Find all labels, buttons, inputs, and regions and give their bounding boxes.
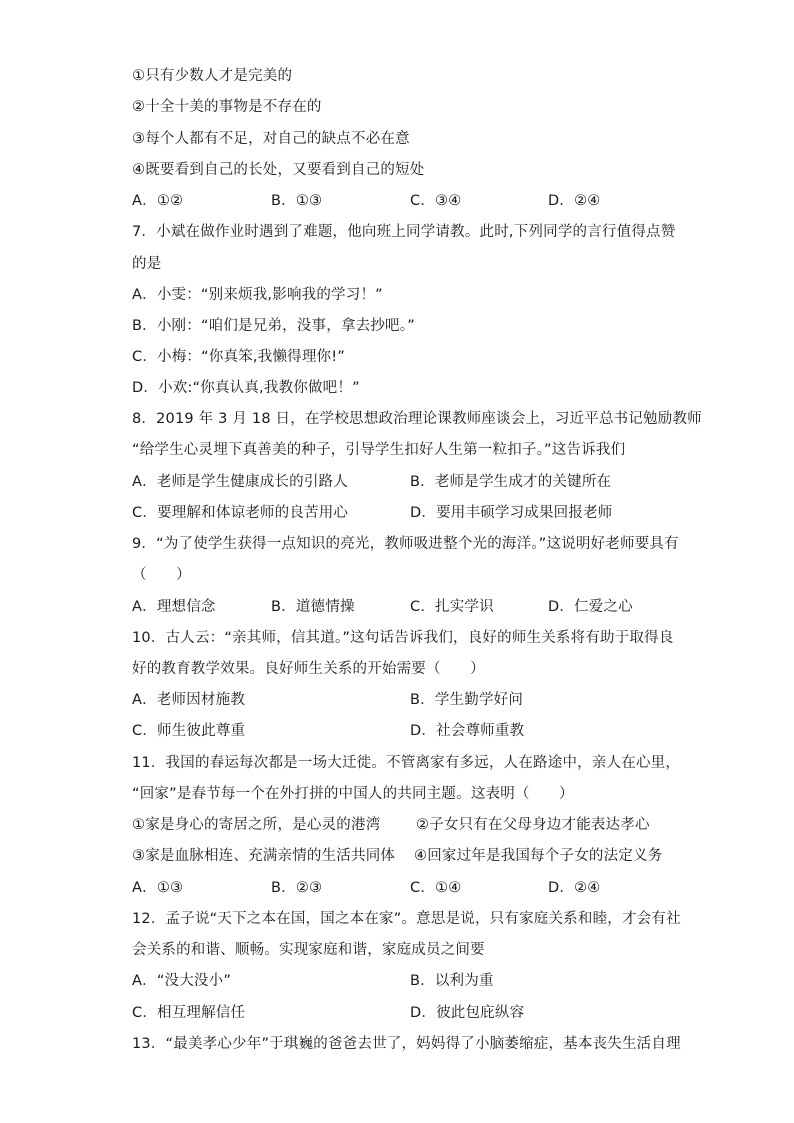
q9-option-a: A．理想信念	[132, 599, 216, 615]
q9-stem-line-2: （ ）	[132, 567, 191, 583]
q6-option-c: C．③④	[410, 193, 462, 209]
q6-option-b: B．①③	[271, 193, 323, 209]
q6-option-a: A．①②	[132, 193, 184, 209]
q11-stem-line-1: 11．我国的春运每次都是一场大迁徙。不管离家有多远，人在路途中，亲人在心里，	[132, 755, 681, 771]
q12-option-b: B．以利为重	[410, 973, 494, 989]
q7-stem-line-1: 7．小斌在做作业时遇到了难题，他向班上同学请教。此时,下列同学的言行值得点赞	[132, 224, 676, 240]
q11-item-3: ③家是血脉相连、充满亲情的生活共同体	[132, 848, 396, 864]
q8-stem-line-2: “给学生心灵埋下真善美的种子，引导学生扣好人生第一粒扣子。”这告诉我们	[132, 442, 626, 458]
q8-option-c: C．要理解和体谅老师的良苦用心	[132, 505, 349, 521]
q11-option-a: A．①③	[132, 880, 184, 896]
q11-option-c: C．①④	[410, 880, 462, 896]
q10-stem-line-1: 10．古人云：“亲其师，信其道。”这句话告诉我们，良好的师生关系将有助于取得良	[132, 630, 674, 646]
q8-option-d: D．要用丰硕学习成果回报老师	[410, 505, 613, 521]
q11-item-2: ②子女只有在父母身边才能表达孝心	[416, 817, 650, 833]
q7-option-c: C．小梅：“你真笨,我懒得理你!”	[132, 349, 345, 365]
q11-stem-line-2: “回家”是春节每一个在外打拼的中国人的共同主题。这表明（ ）	[132, 786, 574, 802]
q10-stem-line-2: 好的教育教学效果。良好师生关系的开始需要（ ）	[132, 661, 485, 677]
q7-stem-line-2: 的是	[132, 256, 162, 272]
q12-option-c: C．相互理解信任	[132, 1005, 246, 1021]
q12-stem-line-1: 12．孟子说“天下之本在国，国之本在家”。意思是说，只有家庭关系和睦，才会有社	[132, 911, 681, 927]
q7-option-a: A．小雯：“别来烦我,影响我的学习！”	[132, 287, 383, 303]
q9-option-d: D．仁爱之心	[548, 599, 633, 615]
q8-option-b: B．老师是学生成才的关键所在	[410, 474, 612, 490]
q6-item-1: ①只有少数人才是完美的	[132, 68, 293, 84]
q9-option-c: C．扎实学识	[410, 599, 494, 615]
q12-option-a: A．“没大没小”	[132, 973, 232, 989]
q13-stem-line-1: 13．“最美孝心少年”于琪巍的爸爸去世了，妈妈得了小脑萎缩症，基本丧失生活自理	[132, 1036, 681, 1052]
q7-option-d: D．小欢:“你真认真,我教你做吧！”	[132, 380, 360, 396]
q11-option-b: B．②③	[271, 880, 323, 896]
q12-option-d: D．彼此包庇纵容	[410, 1005, 525, 1021]
q7-option-b: B．小刚：“咱们是兄弟，没事，拿去抄吧。”	[132, 318, 415, 334]
q11-item-1: ①家是身心的寄居之所，是心灵的港湾	[132, 817, 381, 833]
q10-option-d: D．社会尊师重教	[410, 723, 525, 739]
q8-option-a: A．老师是学生健康成长的引路人	[132, 474, 348, 490]
q6-item-2: ②十全十美的事物是不存在的	[132, 99, 322, 115]
q12-stem-line-2: 会关系的和谐、顺畅。实现家庭和谐，家庭成员之间要	[132, 942, 485, 958]
q10-option-b: B．学生勤学好问	[410, 692, 524, 708]
q11-option-d: D．②④	[548, 880, 601, 896]
q9-stem-line-1: 9．“为了使学生获得一点知识的亮光，教师吸进整个光的海洋。”这说明好老师要具有	[132, 536, 679, 552]
q6-option-d: D．②④	[548, 193, 601, 209]
q8-stem-line-1: 8．2019 年 3 月 18 日，在学校思想政治理论课教师座谈会上，习近平总书记勉励教师	[132, 411, 702, 427]
q9-option-b: B．道德情操	[271, 599, 355, 615]
q10-option-a: A．老师因材施教	[132, 692, 246, 708]
q6-item-4: ④既要看到自己的长处，又要看到自己的短处	[132, 162, 425, 178]
q11-item-4: ④回家过年是我国每个子女的法定义务	[414, 848, 663, 864]
q10-option-c: C．师生彼此尊重	[132, 723, 246, 739]
q6-item-3: ③每个人都有不足，对自己的缺点不必在意	[132, 131, 410, 147]
